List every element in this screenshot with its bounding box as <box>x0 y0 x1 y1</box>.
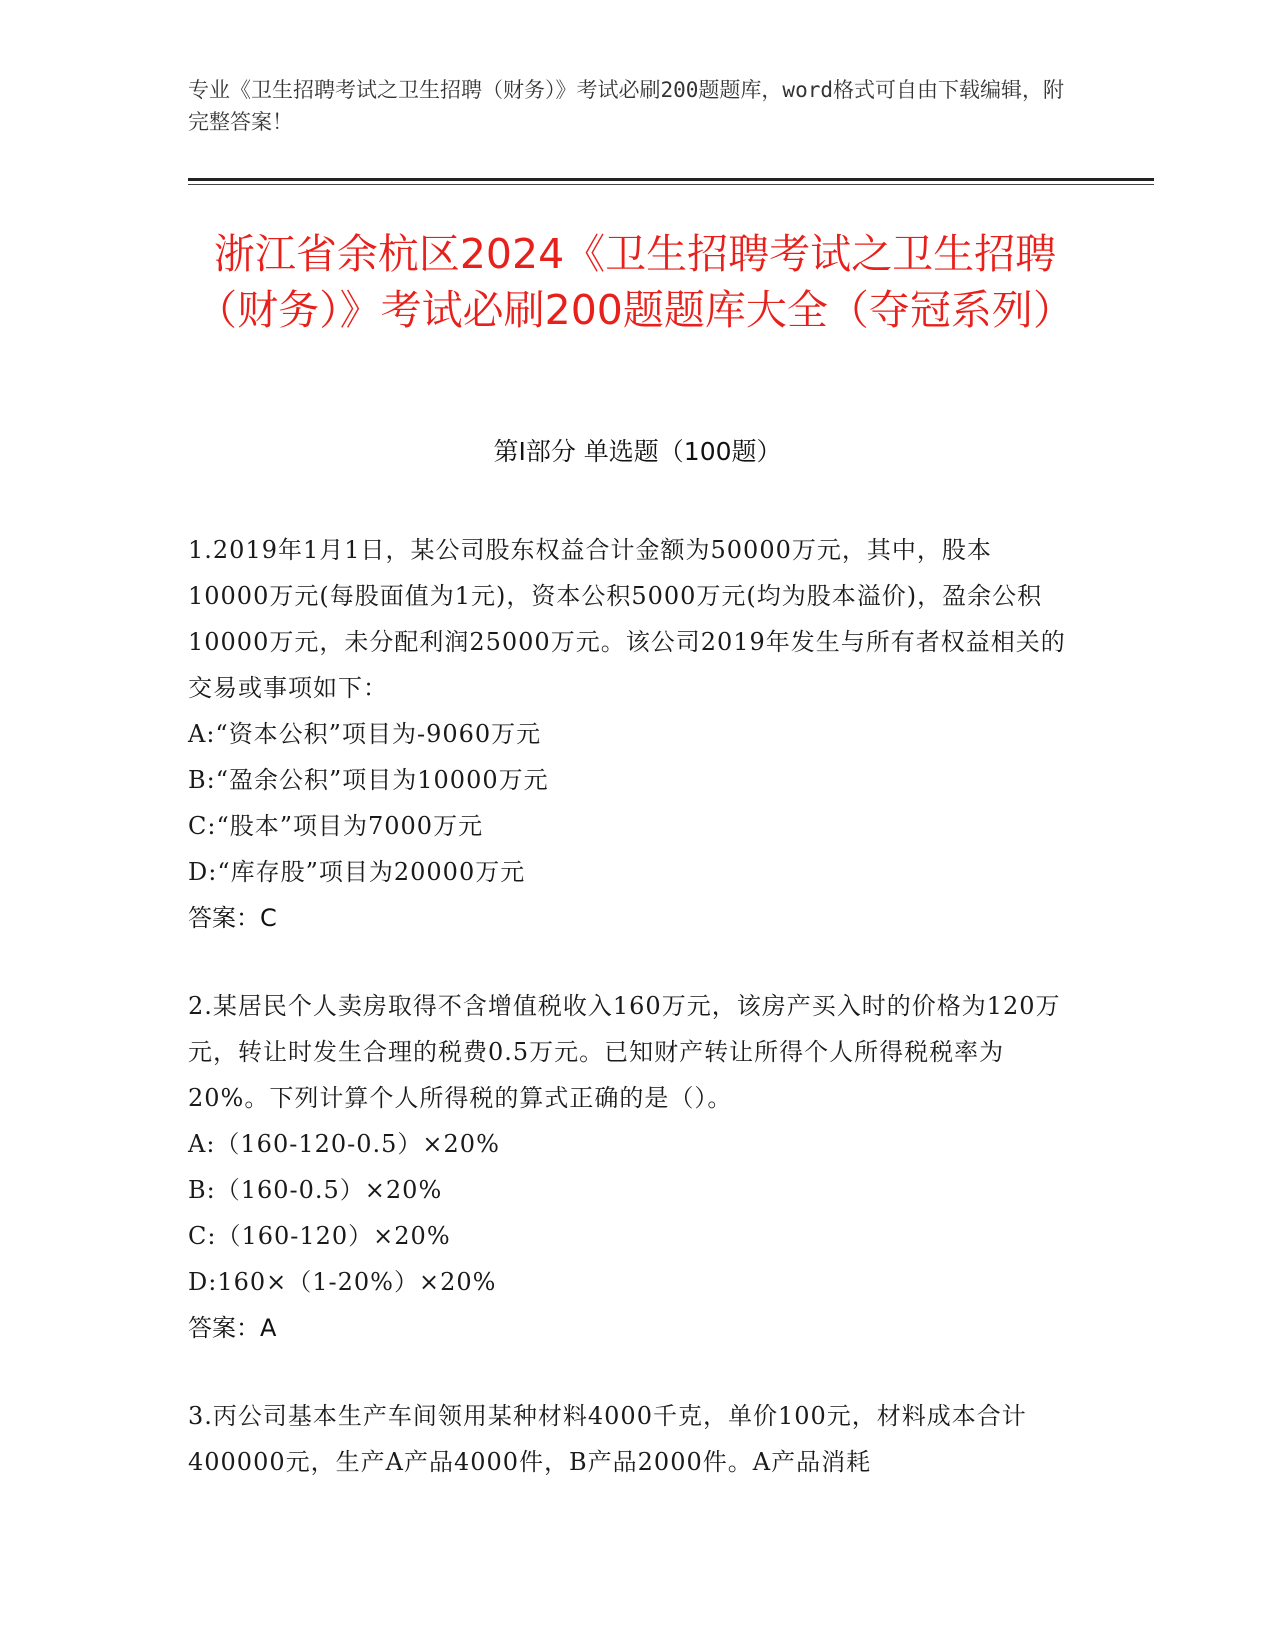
question-text: 2.某居民个人卖房取得不含增值税收入160万元，该房产买入时的价格为120万元，转让时发生合理的税费0.5万元。已知财产转让所得个人所得税税率为20%。下列计算个人所得税的算式正确的是（）。 <box>188 992 1061 1112</box>
option-d: D:160×（1-20%）×20% <box>188 1268 497 1296</box>
option-a: A:“资本公积”项目为-9060万元 <box>188 720 542 748</box>
question-1 <box>188 527 1068 941</box>
question-text: 1.2019年1月1日，某公司股东权益合计金额为50000万元，其中，股本10000万元(每股面值为1元)，资本公积5000万元(均为股本溢价)，盈余公积10000万元，未分配利润25000万元。该公司2019年发生与所有者权益相关的交易或事项如下： <box>188 536 1066 702</box>
option-a: A:（160-120-0.5）×20% <box>188 1130 500 1158</box>
question-3 <box>188 1393 1068 1485</box>
document-title: 浙江省余杭区2024《卫生招聘考试之卫生招聘（财务）》考试必刷200题题库大全（夺冠系列） <box>196 230 1074 334</box>
section-heading: 第I部分 单选题（100题） <box>493 437 782 466</box>
option-b: B:“盈余公积”项目为10000万元 <box>188 766 549 794</box>
header-divider-thin <box>188 184 1154 185</box>
header-note: 专业《卫生招聘考试之卫生招聘（财务）》考试必刷200题题库，word格式可自由下载编辑，附完整答案！ <box>188 78 1064 134</box>
answer: 答案：A <box>188 1314 277 1342</box>
question-text: 3.丙公司基本生产车间领用某种材料4000千克，单价100元，材料成本合计400000元，生产A产品4000件，B产品2000件。A产品消耗 <box>188 1402 1027 1476</box>
header-divider-thick <box>188 178 1154 181</box>
question-2 <box>188 983 1068 1351</box>
option-c: C:（160-120）×20% <box>188 1222 451 1250</box>
option-b: B:（160-0.5）×20% <box>188 1176 443 1204</box>
option-d: D:“库存股”项目为20000万元 <box>188 858 526 886</box>
option-c: C:“股本”项目为7000万元 <box>188 812 484 840</box>
answer: 答案：C <box>188 904 277 932</box>
